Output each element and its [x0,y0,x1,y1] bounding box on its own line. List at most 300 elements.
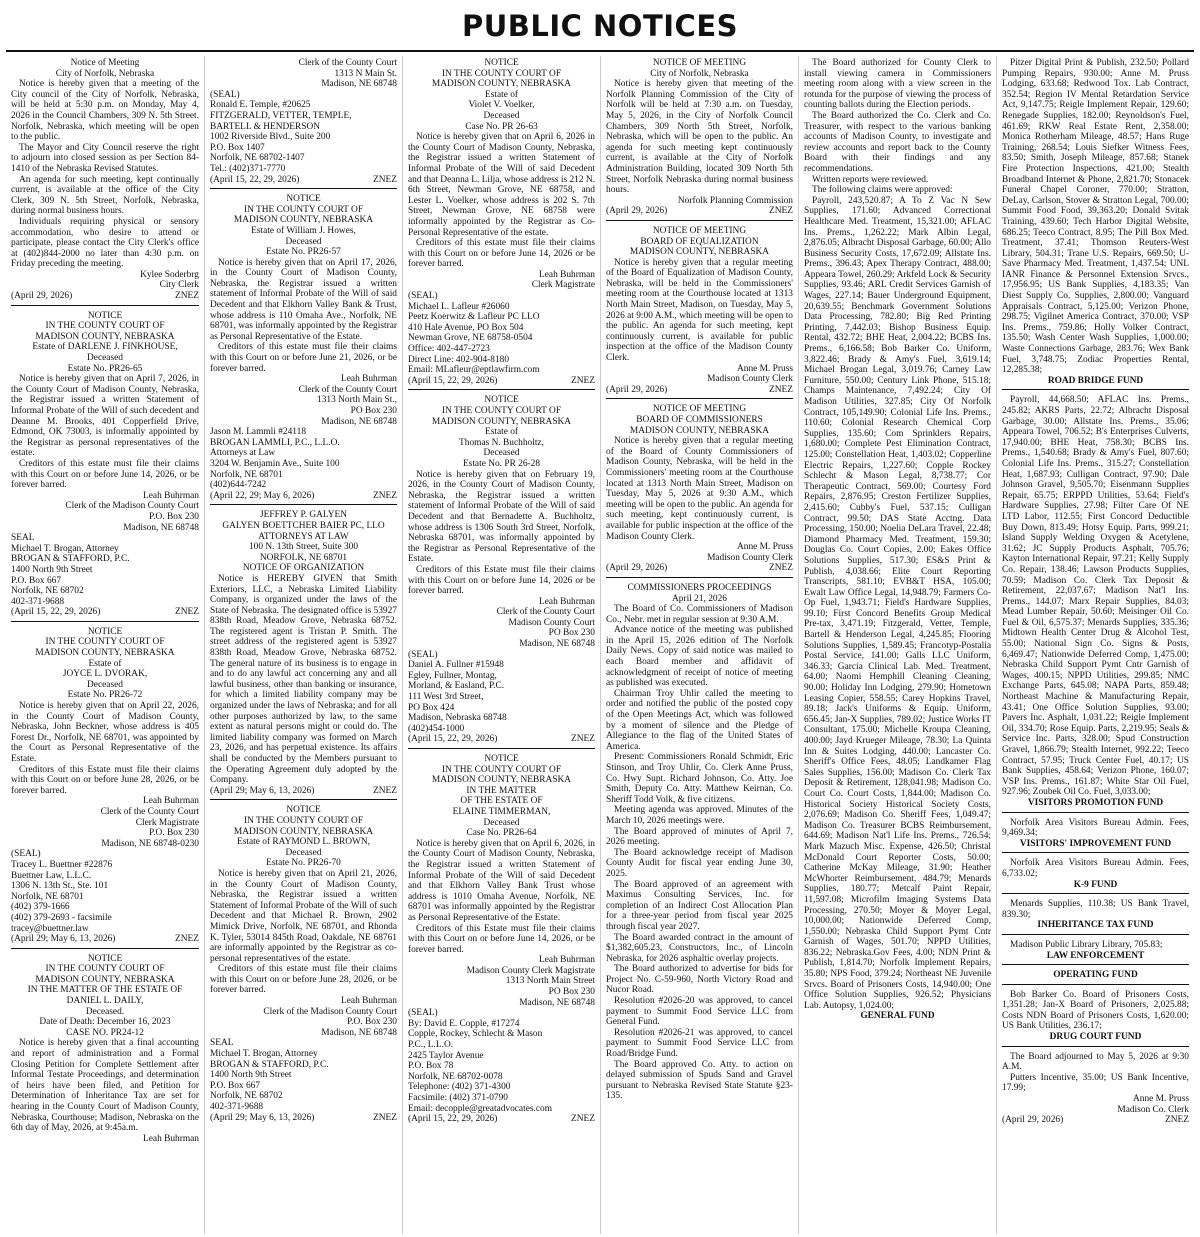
notice-heading-line: Date of Death: December 16, 2023 [39,1017,171,1028]
attorney-line: Copple, Rockey, Schlecht & Mason [408,1029,543,1040]
notice-heading-line: Notice of Meeting [70,58,140,68]
notice-heading-line: NOTICE [484,395,519,406]
attorney-line: 3204 W. Benjamin Ave., Suite 100 [210,458,340,469]
claims-list: Norfolk Area Visitors Bureau Admin. Fees, 6,733.02; [1002,858,1189,879]
column-3 [402,56,600,1234]
signature-line: Madison County Court [508,617,595,628]
attorney-line: tracey@buettner.law [11,923,89,934]
attorney-line: Norfolk, NE 68701 [210,469,283,480]
notice-block [606,56,793,221]
notice-paragraph: Notice is hereby given that on April 7, 2026, in the County Court of Madison County, Nebraska, the Registrar issued a written Statement of Informal Probate of the Will of such decedent and Deanne M. Brooks, 401 Copperfield Drive, Edmond, OK 73003, is informally appointed by the Registrar as personal representatives of the estate. [11,374,199,459]
attorney-line: (402)644-7242 [210,480,267,491]
publication-date: (April 29, 2026) [606,384,668,395]
notice-paragraph: Meeting agenda was approved. Minutes of the March 10, 2026 meetings were. [606,805,793,826]
notice-heading-line: Estate No. PR26-70 [266,858,341,869]
notice-heading-line: IN THE MATTER OF THE ESTATE OF [27,985,183,996]
notice-paragraph: The Board approved of minutes of April 7, 2026 meeting. [606,826,793,848]
notice-heading-line: NOTICE [87,310,123,321]
publication-tag: ZNEZ [175,291,199,302]
notice-block [606,581,793,1105]
attorney-line: (402) 379-2693 - facsimile [11,912,112,923]
signature-line: Anne M. Pruss [1133,1094,1189,1105]
notice-heading-line: IN THE COUNTY COURT OF [45,637,165,648]
notice-paragraph: Notice is hereby given that on April 22, 2026, in the County Court of Madison County, Nebraska, John Beckner, whose address is 405 Forest Dr., Norfolk, NE 68701, was appointed by the Court as Personal Representative of the Estate. [11,701,199,764]
signature-line: Clerk of the County Court [100,806,199,817]
notice-block [11,56,199,306]
signature-line: Clerk of the County Court [298,58,397,68]
signature-line: Madison, NE 68748 [519,639,595,650]
attorney-line: Daniel A. Fullner #15948 [408,660,504,671]
notice-heading-line: Deceased [87,353,123,364]
signature-line: Leah Buhrman [143,1133,199,1144]
signature-line: Leah Buhrman [341,996,397,1007]
fund-heading: DRUG COURT FUND [1049,1032,1142,1043]
publication-tag: ZNEZ [571,375,595,386]
notice-paragraph: Notice is hereby given that a regular meeting of the Board of County Commissioners of Madison County, Nebraska, will be held in the Commissioners' meeting room at the Courthouse located at 1313 North Main Street, Madison on Tuesday, May 5, 2026 at 9:30 A.M., which meeting will be open to the public. An agenda for such meeting, kept continuously current, is available for public inspection at the office of the Madison County Clerk. [606,436,793,542]
notice-heading-line: City of Norfolk, Nebraska [650,68,749,79]
publication-date: (April 15, 22, 29, 2026) [11,607,101,618]
publication-tag: ZNEZ [373,1112,397,1123]
notice-block [606,402,793,578]
notice-heading-line: NOTICE [286,805,321,816]
publication-date: (April 29, 2026) [606,563,668,574]
fund-heading: GENERAL FUND [860,1011,935,1022]
publication-dates [11,607,199,618]
notice-paragraph: The Board authorized the Co. Clerk and Co. Treasurer, with respect to the various banking accounts of Madison County, to investigate and review accounts and report back to the County Board with their findings and any recommendations. [804,110,991,174]
publication-tag: ZNEZ [769,384,793,395]
attorney-line: (402)454-1000 [408,723,465,734]
publication-dates [210,175,397,186]
claims-list: Bob Barker Co. Board of Prisoners Costs, 1,351.28; Jan-X Board of Prisoners, 2,025.88; Costs NDN Board of Prisoners Costs, 1,620.00; US Bank Utilities, 236.17; [1002,989,1189,1032]
notice-paragraph: Chairman Troy Uhlir called the meeting to order and notified the public of the posted copy of the Open Meetings Act, which was followed by a moment of silence and the Pledge of Allegiance to the flag of the United States of America. [606,688,793,752]
attorney-line: Email: MLafleur@eptlawfirm.com [408,365,540,376]
attorney-line: 111 West 3rd Street, [408,692,484,703]
publication-dates [11,934,199,945]
notice-heading-line: BOARD OF EQUALIZATION [640,236,759,247]
publication-date: (April 29; May 6, 13, 2026) [210,785,315,796]
attorney-line: Morland, & Easland, P.C. [408,681,505,692]
notice-block [606,224,793,400]
notice-heading-line: NOTICE OF MEETING [652,404,747,415]
claims-list: Payroll, 243,520.87; A To Z Vac N Sew Supplies, 171.60; Advanced Correctional Healthcare Med. Treatment, 15,321.00; AFLAC Ins. Prems., 1,262.22; Mark Albin Legal, 2,876.05; Albracht Disposal Garbage, 60.00; Allo Business Security Costs, 17,672.09; Allstate Ins. Prems., 396.43; Apex Therapy Contract, 488.00; Appeara Towel, 260.29; Arkfeld Lock & Security Supplies, 93.46; ARL Credit Services Garnish of Wages, 227.14; Bauer Underground Equipment, 20,639.55; Benchmark Government Solutions Data Processing, 782.80; Big Red Printing Printing, 7,442.03; Bishop Business Equip. Rental, 432.72; BHE Heat, 2,004.22; BCBS Ins. Prems., 6,166.58; Bob Barker Co. Uniform, 3,822.46; Brady & Amy's Fuel, 3,619.14; Michael Brogan Legal, 3,019.76; Carney Law Furniture, 550.00; Century Link Phone, 515.18; Champs Maintenance, 7,492.24; City Of Madison Utilities, 327.85; City Of Norfolk Contract, 105,149.90; Colonial Life Ins. Prems., 110.60; Colonial Research Chemical Corp Supplies, 135.60; Com Sprinklers Repairs, 1,680.00; Complete Pest Elimination Contract, 125.00; Constellation Heat, 1,403.02; Copperline Electric Repairs, 1,227.60; Copple Rockey Schlecht & Mason Legal, 8,738.77; Cor Therapeutic Contract, 569.00; Courtesy Ford Repairs, 2,876.95; Creston Fertilizer Supplies, 2,415.60; Cubby's Fuel, 537.15; Culligan Contract, 99.50; DAS State Acctng. Data Processing, 150.00; Noelia DeLara Travel, 22.48; Diamond Pharmacy Med. Treatment, 159.30; Douglas Co. Court Copies, 2.00; Eakes Office Solutions Supplies, 517.30; ES&S Print & Publish, 4,038.66; Elite Court Reporting Transcripts, 581.10; EVB&T HSA, 105.00; Ewalt Law Office Legal, 14,948.79; Farmers Co-Op Fuel, 1,943.71; Field's Hardware Supplies, 99.10; First Concord Benefits Group Medical Pre-tax, 3,471.19; Fitzgerald, Vetter, Temple, Bartell & Henderson Legal, 4,245.85; Flooring Solutions Supplies, 1,589.45; Francotyp-Postalia Postal Service, 141.00; Galls LLC Uniform, 346.33; Garcia Clinical Lab. Med. Treatment, 64.00; Naomi Hemphill Cleaning Cleaning, 90.00; Holiday Inn Lodging, 279.90; Hometown Leasing Copier, 558.55; Carey Hopkins Travel, 89.18; Jack's Uniforms & Equip. Uniform, 656.45; Jan-X Supplies, 789.02; Justice Works IT Consultant, 175.00; Michelle Kroupa Cleaning, 400.00; Jayd Krueger Mileage, 78.30; La Quinta Inn & Suites Lodging, 440.00; Lancaster Co. Sheriff's Office Fees, 48.05; Landkamer Flag Sales Supplies, 156.00; Madison Co. Clerk Tax Deposit & Retirement, 128,041.98; Madison Co. Court Co. Court Costs, 1,844.00; Madison Co. Historical Society Historical Society Costs, 2,076.69; Madison Co. Sheriff Fees, 1,049.47; Madison Co. Treasurer BCBS Reimbursement, 644.69; Madison Nat'l Life Ins. Prems., 726.54; Mark Mazuch Misc. Expense, 426.50; Christal McDonald Court Reporter Costs, 50.00; Catherine McKay Mileage, 31.90; Heather McWhorter Reimbursement, 484.79; Menards Supplies, 180.77; Metcalf Paint Repair, 11,597.08; Microfilm Imaging Systems Data Processing, 270.50; Moyer & Moyer Legal, 10,000.00; Nationwide Deferred Comp, 1,550.00; Nebraska Child Support Pymt Cntr Garnish of Wages, 501.70; NPPD Utilities, 836.22; Nebraska.Gov Fees, 4.00; NDN Print & Publish, 1,814.70; Norfolk Implement Repairs, 35.80; NPS Food, 379.24; Northeast NE Juvenile Srvcs. Board of Prisoners Costs, 14,940.00; One Office Solution Supplies, 926.52; Physicians Lab. Autopsy, 1,024.00; [804,195,991,1011]
notice-paragraph: Individuals requiring physical or sensory accommodation, who desire to attend or participate, please contact the City Clerk's office at (402)844-2000 no later than 4:30 p.m. on Friday preceding the meeting. [11,216,199,270]
signature-line: Anne M. Pruss [737,363,793,374]
attorney-line: Michael L. Lafleur #26060 [408,301,510,312]
publication-tag: ZNEZ [373,490,397,501]
notice-heading-line: MADISON COUNTY, NEBRASKA [431,416,572,427]
notice-paragraph: Written reports were reviewed. [812,174,929,185]
publication-date: (April 15, 22, 29, 2026) [408,1114,498,1125]
signature-line: Madison, NE 68748 [321,1027,397,1038]
attorney-line: P.C., L.L.O. [408,1040,454,1051]
attorney-line: Facsimile: (402) 371-0790 [408,1093,508,1103]
notice-block [1002,1050,1189,1129]
signature-line: Leah Buhrman [143,490,199,501]
publication-tag: ZNEZ [175,607,199,618]
attorney-line: Egley, Fullner, Montag, [408,670,497,681]
notice-block [1002,393,1189,812]
signature-line: P.O. Box 230 [148,511,199,522]
notice-heading-line: MADISON COUNTY, NEBRASKA [629,247,770,258]
notice-block [210,508,397,800]
notice-heading-line: NOTICE [484,58,519,68]
notice-paragraph: The following claims were approved: [812,185,953,196]
notice-heading-line: Estate of [88,658,122,669]
notice-heading-line: MADISON COUNTY, NEBRASKA [35,974,175,985]
signature-line: City Clerk [159,280,199,291]
column-1 [6,56,204,1234]
claims-list: Pitzer Digital Print & Publish, 232.50; Pollard Pumping Repairs, 930.00; Anne M. Pruss Lodging, 633.68; Redwood Tox. Lab Contract, 352.54; Region IV Mental Retardation Service Act, 9,147.75; Reigle Implement Repair, 129.60; Renegade Supplies, 182.00; Reynoldson's Fuel, 461.69; RKW Real Estate Rent, 2,358.00; Monica Rotherham Mileage, 48.57; Hans Ruge Training, 268.54; Louis Siefker Witness Fees, 83.50; Smith, Joseph Mileage, 857.68; Stanek Fire Protection Inspections, 421.00; Stealth Broadband Internet & Phone, 2,821.70; Stonacek Funeral Chapel Coroner, 770.00; Stratton, DeLay, Carlson, Stover & Stratton Legal, 700.00; Summit Food Food, 39,363.20; Donald Svitak Training, 439.60; Tech Harbor Digital Website, 686.25; Teeco Contract, 8.95; The Pill Box Med. Treatment, 37.41; Thomson Reuters-West Library, 504.31; Trane U.S. Repairs, 669.50; U-Save Pharmacy Med. Treatment, 1,437.54; UNL IANR Finance & Personnel Extension Srvcs., 17,956.95; US Bank Supplies, 4,183.35; Van Diest Supply Co. Supplies, 2,800.00; Vanguard Appraisals Contract, 5,125.00; Verizon Phone, 298.75; Vigilnet America Contract, 370.00; VSP Ins. Prems., 759.86; Holly Volker Contract, 135.50; Wash Center Wash Supplies, 1,000.00; Waste Connections Garbage, 283.76; Wex Bank Fuel, 3,748.75; Zodiac Properties Rental, 12,285.38; [1002,58,1189,376]
notice-heading-line: NOTICE [87,626,123,637]
signature-line: Clerk of the Madison County Court [263,1006,397,1017]
publication-dates [11,291,199,302]
fund-heading: OPERATING FUND [1053,970,1138,981]
notice-paragraph: The Board authorized to advertise for bids for Project No. C-59-960, North Victory Road and Nucor Road. [606,964,793,996]
notice-heading-line: Estate No. PR 26-28 [462,458,541,469]
signature-line: Norfolk Planning Commission [677,195,793,206]
notice-heading-line: Deceased [483,817,520,828]
notice-paragraph: The Board approved Co. Atty. to action on delayed submission of Spuds Sand and Gravel pursuant to Nebraska Revised State Statute §23-135. [606,1059,793,1102]
signature-line: Clerk of the Madison County Court [65,501,199,512]
notice-heading-line: Deceased [285,236,322,247]
publication-date: (April 15, 22, 29, 2026) [408,375,498,386]
notice-heading-line: NOTICE OF ORGANIZATION [242,563,365,574]
attorney-line: Buettner Law, L.L.C. [11,870,92,881]
notice-paragraph: Creditors of this estate must file their claims with this Court on or before June 14, 2026, or be forever barred. [11,458,199,491]
notice-block [804,56,991,1025]
publication-dates [606,385,793,396]
fund-heading: VISITORS' IMPROVEMENT FUND [1019,838,1172,849]
attorney-line: 410 Hale Avenue, PO Box 504 [408,322,524,333]
signature-line: Madison, NE 68748-0230 [101,838,199,849]
publication-date: (April 22, 29; May 6, 2026) [210,490,315,501]
publication-date: (April 29, 2026) [1002,1115,1064,1126]
notice-heading-line: Estate No. PR26-72 [67,690,143,701]
attorney-line: SEAL [11,533,35,544]
attorney-line: (SEAL) [408,291,438,302]
notice-block [408,393,595,749]
notice-block [210,803,397,1126]
notice-heading-line: JEFFREY P. GALYEN [259,510,347,521]
fund-heading: K-9 FUND [1073,879,1118,890]
notice-heading-line: MADISON COUNTY, NEBRASKA [233,826,374,837]
attorney-line: (SEAL) [408,1008,438,1019]
attorney-line: Telephone: (402) 371-4300 [408,1082,511,1093]
publication-dates [210,1113,397,1124]
notice-heading-line: GALYEN BOETTCHER BAIER PC, LLO [222,520,385,531]
publication-dates [210,786,397,797]
attorney-line: SEAL [210,1038,234,1049]
column-5 [798,56,996,1234]
notice-heading-line: ATTORNEYS AT LAW [258,531,349,542]
notice-paragraph: Notice is hereby given that on April 6, 2026, in the County Court of Madison County, Nebraska, the Registrar issued a written Statement of Informal Probate of the Will of said Decedent and that Elkhorn Valley Bank Trust whose address is 1010 Omaha Avenue, Norfolk, NE 68701 was informally appointed by the Registrar as Personal Representative of the Estate. [408,838,595,923]
notice-paragraph: The Mayor and City Council reserve the right to adjourn into closed session as per Section 84-1410 of the Nebraska Revised Statutes. [11,142,199,174]
claims-list: Payroll, 44,668.50; AFLAC Ins. Prems., 245.82; AKRS Parts, 22.72; Albracht Disposal Garbage, 30.00; Allstate Ins. Prems., 35.06; Appeara Towel, 706.52; B's Enterprises Culverts, 17,940.00; BHE Heat, 758.30; BCBS Ins. Prems., 1,540.68; Brady & Amy's Fuel, 807.60; Colonial Life Ins. Prems., 315.27; Constellation Heat, 1,687.93; Culligan Contract, 97.90; Dale Johnson Gravel, 9,505.70; Eisenmann Supplies Repair, 65.75; ERPPD Utilities, 53.64; Field's Hardware Supplies, 27.98; Filter Care Of NE LTD Labor, 112.55; First Concord Deductible Buy Down, 813.49; Hotsy Equip. Parts, 999.21; Island Supply Welding Oxygen & Acetylene, 31.62; JC Supply Products Asphalt, 705.76; Kayton International Repair, 97.21; Kelly Supply Co. Repair, 138.46; Lawson Products Supplies, 70.59; Madison Co. Clerk Tax Deposit & Retirement, 22,037.67; Madison Nat'l Ins. Prems., 144.07; Marx Repair Supplies, 84.03; Mead Lumber Repair, 50.60; Meisinger Oil Co. Fuel & Oil, 6,575.37; Menards Supplies, 335.36; Midtown Health Center Drug & Alcohol Test, 55.00; National Sign Co. Signs & Posts, 6,469.47; Nationwide Deferred Comp, 1,475.00; Nebraska Child Support Pymt Cntr Garnish of Wages, 400.15; NPPD Utilities, 299.85; NMC Exchange Parts, 645.08; NAPA Parts, 859.48; Northeast Machine & Manufacturing Repair, 43.41; One Office Solution Supplies, 93.00; Pavers Inc. Asphalt, 1,031.22; Reigle Implement Oil, 334.70; Rose Equip. Parts, 2,219.95; Seals & Service Inc. Parts, 328.00; Spud Construction Gravel, 1,866.79; Stealth Internet, 992.22; Teeco Contract, 57.95; Truck Center Fuel, 40.17; US Bank Supplies, 458.64; Verizon Phone, 160.07; VSP Ins. Prems., 161.87; White Star Oil Fuel, 927.96; Zoubek Oil Co. Fuel, 3,033.00; [1002,395,1189,798]
publication-dates [210,491,397,502]
signature-line: Leah Buhrman [539,955,595,966]
notice-paragraph: Creditors of this estate must file their claims with this Court on or before June 21, 2026, or be forever barred. [210,342,397,374]
publication-date: (April 15, 22, 29, 2026) [408,734,498,745]
fund-heading: ROAD BRIDGE FUND [1047,375,1144,386]
attorney-line: 1400 North 9th Street [11,564,93,575]
notice-paragraph: The Board authorized for County Clerk to install viewing camera in Commissioners meeting room along with a view screen in the rotunda for the purpose of viewing the process of counting ballots during the Election periods. [804,58,991,111]
notice-block [408,56,595,390]
attorney-line: Tel.: (402)371-7770 [210,163,286,174]
notice-block [11,625,199,949]
notice-block [1002,897,1189,935]
attorney-line: Peetz Koerwitz & Lafleur PC LLO [408,312,540,323]
signature-line: Leah Buhrman [539,269,595,280]
notice-block [210,192,397,505]
notice-paragraph: Notice is hereby given that a final accounting and report of administration and a Formal Closing Petition for Complete Settlement after Informal Testate Proceedings, and determination of heirs have been filed, and Petition for Determination of Inheritance Tax are set for hearing in the County Court of Madison County, Nebraska, Courthouse; Madison, Nebraska on the 6th day of May, 2026, at 9:45a.m. [11,1038,199,1134]
signature-line: PO Box 230 [350,406,397,416]
publication-date: (April 29, 2026) [11,291,73,302]
notice-heading-line: NOTICE [87,953,123,964]
signature-line: Clerk of the County Court [298,384,397,395]
attorney-line: FITZGERALD, VETTER, TEMPLE, [210,110,352,121]
attorney-line: (402) 379-1666 [11,902,70,913]
publication-tag: ZNEZ [571,1114,595,1125]
attorney-line: BARTELL & HENDERSON [210,121,321,132]
publication-dates [408,734,595,745]
notice-heading-line: NOTICE [484,754,519,764]
notice-heading-line: April 21, 2026 [672,593,727,604]
notice-heading-line: MADISON COUNTY, NEBRASKA [35,648,175,659]
publication-tag: ZNEZ [769,206,793,217]
signature-line: Leah Buhrman [143,796,199,807]
notice-heading-line: IN THE MATTER [466,785,537,796]
signature-line: 1313 North Main Street [505,976,595,987]
notice-paragraph: Creditors of this estate must file their claims with this Court on or before June 28, 2026, or be forever barred. [210,964,397,996]
notice-heading-line: ELAINE TIMMERMAN, [452,806,551,817]
publication-dates [408,376,595,387]
publication-tag: ZNEZ [1165,1115,1189,1126]
attorney-line: Norfolk, NE 68701 [11,891,84,902]
signature-line: Anne M. Pruss [737,542,793,553]
attorney-line: (SEAL) [210,89,240,100]
notice-heading-line: CASE NO. PR24-12 [66,1027,144,1038]
signature-line: Leah Buhrman [539,596,595,607]
notice-paragraph: Notice is hereby given that meeting of the Norfolk Planning Commission of the City of Norfolk will be held at 7:30 a.m. on Tuesday, May 5, 2026, in the City of Norfolk Council Chambers, 309 North 5th Street, Norfolk, Nebraska, which will be open to the public. An agenda for such meeting kept continuously current, is available at the City of Norfolk Administration Building, located 309 North 5th Street, Norfolk Nebraska during normal business hours. [606,79,793,196]
attorney-line: PO Box 424 [408,702,455,713]
attorney-line: Newman Grove, NE 68758-0504 [408,333,533,344]
notice-block [408,752,595,1128]
notice-paragraph: Notice is HEREBY GIVEN that Smith Exteriors, LLC, a Nebraska Limited Liability Company, is organized under the laws of the State of Nebraska. The designated office is 53927 838th Road, Meadow Grove, Nebraska 68752. The registered agent is Tristan P. Smith. The street address of the registered agent is 53927 838th Road, Meadow Grove, Nebraska 68752. The general nature of its business is to engage in and to do any lawful act concerning any and all lawful business, other than banking or insurance, for which a limited liability company may be organized under the laws of Nebraska; and for all other purposes authorized by law, to the same extent as natural persons might or could do. The limited liability company was formed on March 23, 2026, and has perpetual existence. Its affairs shall be conducted by the Members pursuant to the Operating Agreement duly adopted by the Company. [210,573,397,786]
notice-heading-line: BOARD OF COMMISSIONERS [636,415,763,425]
attorney-line: Norfolk, NE 68702 [210,1091,283,1102]
publication-tag: ZNEZ [373,174,397,185]
signature-line: Madison County Clerk [707,552,793,563]
publication-tag: ZNEZ [571,734,595,745]
notice-heading-line: IN THE COUNTY COURT OF [243,815,364,826]
signature-line: Madison, NE 68748 [321,416,397,427]
notice-heading-line: Estate of RAYMOND L. BROWN, [237,837,370,848]
notice-block [1002,56,1189,390]
notice-heading-line: NOTICE OF MEETING [652,58,747,68]
attorney-line: 1306 N. 13th St., Ste. 101 [11,881,109,892]
notice-heading-line: Deceased [483,110,520,121]
attorney-line: Michael T. Brogan, Attorney [210,1049,318,1060]
publication-date: (April 15, 22, 29, 2026) [210,174,300,185]
notice-paragraph: Notice is hereby given that on April 21, 2026, in the County Court of Madison County, Nebraska, the Registrar issued a written Statement of Informal Probate of the Will of such Decedent and that Michael R. Brown, 2902 Mimick Drive, Norfolk, NE 68701, and Rhonda K. Tyler, 53014 845th Road, Oakdale, NE 68761 are informally appointed by the Registrar as co-personal representatives of the estate. [210,868,397,964]
attorney-line: Norfolk, NE 68702 [11,586,84,597]
signature-line: Kylee Soderbrg [140,269,199,280]
claims-list: Madison Public Library Library, 705.83; [1010,939,1163,950]
notice-paragraph: Notice is hereby given that on April 17, 2026, in the County Court of Madison County, Nebraska, the Registrar issued a written statement of Informal Probate of the Will of said Decedent and that Elkhorn Valley Bank & Trust, whose address is 110 Omaha Ave., Norfolk, NE 68701, was informally appointed by the Registrar as Personal Representative of the Estate. [210,257,397,342]
notice-heading-line: DANIEL L. DAILY, [66,996,144,1007]
notice-paragraph: An agenda for such meeting, kept continually current, is available at the office of the City Clerk, 309 N. 5th Street, Norfolk, Nebraska, during normal business hours. [11,174,199,217]
notice-paragraph: Resolution #2026-21 was approved, to cancel payment to Summit Food Service LLC from Road/Bridge Fund. [606,1027,793,1060]
fund-heading: VISITORS PROMOTION FUND [1027,797,1164,808]
attorney-line: P.O. Box 78 [408,1061,454,1072]
notice-heading-line: Case No. PR 26-63 [465,121,538,132]
attorney-line: Michael T. Brogan, Attorney [11,543,119,554]
signature-line: PO Box 230 [548,628,595,639]
notice-block [1002,856,1189,894]
publication-date: (April 29; May 6, 13, 2026) [11,934,116,945]
notice-block [1002,816,1189,854]
notice-paragraph: The Board awarded contract in the amount of $1,382,605.23, Constructors, Inc., of Lincoln Nebraska, for 2026 asphaltic overlay projects. [606,932,793,964]
notice-block [1002,968,1189,985]
notice-heading-line: JOYCE L. DVORAK, [62,669,148,680]
notice-heading-line: MADISON COUNTY, NEBRASKA [431,775,572,786]
notice-paragraph: Resolution #2026-20 was approved, to cancel payment to Summit Food Service LLC from General Fund. [606,996,793,1028]
notice-heading-line: IN THE COUNTY COURT OF [441,406,562,416]
fund-heading: INHERITANCE TAX FUND [1037,920,1154,931]
attorney-line: (SEAL) [408,649,438,660]
claims-list: Menards Supplies, 110.38; US Bank Travel, 839.30; [1002,899,1189,920]
notice-paragraph: Present: Commissioners Ronald Schmidt, Eric Stinson, and Troy Uhlir, Co. Clerk Anne Pruss, Co. Hwy Supt. Richard Johnson, Co. Atty. Joe Smith, Deputy Co. Atty. Matthew Keirnan, Co. Sheriff Todd Volk, & five citizens. [606,752,793,805]
attorney-line: BROGAN & STAFFORD, P.C. [210,1059,329,1070]
notice-heading-line: NOTICE OF MEETING [652,225,747,236]
attorney-line: Jason M. Lammli #24118 [210,427,307,438]
publication-dates [1002,1115,1189,1126]
notice-heading-line: OF THE ESTATE OF [460,796,543,807]
notice-heading-line: COMMISSIONERS PROCEEDINGS [627,582,772,593]
attorney-line: P.O. Box 667 [11,575,62,586]
attorney-line: Email: decopple@greatadvocates.com [408,1103,552,1114]
notice-heading-line: Case No. PR26-64 [466,828,537,839]
notice-paragraph: Advance notice of the meeting was published in the April 15, 2026 edition of The Norfolk Daily News. Copy of said notice was mailed to each Board member and affidavit of acknowledgment of receipt of notice of meeting as published was executed. [606,625,793,689]
publication-dates [606,563,793,574]
publication-dates [408,1114,595,1125]
notice-block [1002,938,1189,965]
signature-line: Clerk Magistrate [135,817,199,828]
notice-heading-line: Deceased [483,448,520,459]
attorney-line: Direct Line: 402-904-8180 [408,354,510,365]
notice-heading-line: IN THE COUNTY COURT OF [441,764,562,775]
notice-block [11,309,199,622]
notice-paragraph: The Board adjourned to May 5, 2026 at 9:30 A.M. [1002,1051,1189,1073]
notice-paragraph: Notice is hereby given that on February 19, 2026, in the County Court of Madison County, Nebraska, the Registrar issued a written statement of Informal Probate of the Will of said Decedent and that Bernadette A. Buchholtz, whose address is 1306 South 3rd Street, Norfolk, Nebraska 68701, was informally appointed by the Registrar as Personal Representative of the Estate. [408,469,595,565]
notice-paragraph: The Board acknowledge receipt of Madison County Audit for fiscal year ending June 30, 2025. [606,847,793,879]
notice-paragraph: Creditors of this Estate must file their claims with this Court on or before June 14, 2026 or be forever barred. [408,564,595,597]
notice-heading-line: NOTICE [286,194,321,205]
notice-heading-line: Violet V. Voelker, [468,100,535,111]
notice-heading-line: MADISON COUNTY, NEBRASKA [431,79,572,90]
notice-heading-line: Deceased [87,679,123,690]
signature-line: Clerk of the County Court [496,607,595,618]
notice-heading-line: Deceased. [85,1006,125,1017]
notice-heading-line: Deceased [285,847,322,858]
signature-line: Madison County Clerk [707,374,793,385]
notice-heading-line: IN THE COUNTY COURT OF [45,321,165,332]
attorney-line: 1002 Riverside Blvd., Suite 200 [210,132,331,143]
publication-tag: ZNEZ [769,563,793,574]
attorney-line: 402-371-9688 [11,596,65,607]
attorney-line: 402-371-9688 [210,1102,264,1112]
notice-heading-line: IN THE COUNTY COURT OF [441,68,562,79]
notice-paragraph: The Board approved of an agreement with Maximus Consulting Services, Inc. for completion of an Indirect Cost Allocation Plan for a three-year period from fiscal year 2025 through fiscal year 2027. [606,879,793,932]
notice-heading-line: Estate of William J. Howes, [251,225,356,236]
notice-block [210,56,397,189]
attorney-line: 2425 Taylor Avenue [408,1050,484,1061]
attorney-line: 1400 North 9th Street [210,1070,292,1081]
notice-paragraph: Notice is hereby given that a meeting of the City council of the City of Norfolk, Nebraska, will be held at 5:30 p.m. on Monday, May 4, 2026 in the Council Chambers, 309 N. 5th Street. Norfolk, Nebraska, which meeting will be open to the public. [11,79,199,143]
notice-heading-line: City of Norfolk, Nebraska [55,68,155,79]
notice-heading-line: NORFOLK, NE 68701 [259,552,348,563]
signature-line: PO Box 230 [548,987,595,998]
notice-heading-line: MADISON COUNTY, NEBRASKA [233,215,374,226]
attorney-line: By: David E. Copple, #17274 [408,1018,520,1029]
notice-paragraph: Notice is hereby given that a regular meeting of the Board of Equalization of Madison County, Nebraska, will be held in the Commissioners' meeting room at the Courthouse located at 1313 North Main Street, Madison, on Tuesday, May 5, 2026 at 9:00 A.M., which meeting will be open to the public. An agenda for such meeting, kept continuously current, is available for public inspection at the office of the Madison County Clerk. [606,257,793,364]
publication-date: (April 29; May 6, 13, 2026) [210,1112,315,1123]
signature-line: Madison, NE 68748 [321,79,397,90]
notice-heading-line: Estate of DARLENE J. FINKHOUSE, [32,342,178,353]
notice-paragraph: Creditors of this Estate must file their claims with this Court on or before June 14, 2026, or be forever barred. [408,923,595,955]
masthead [6,6,1194,52]
notice-columns [6,56,1194,1234]
attorney-line: BROGAN LAMMLI, P.C., L.L.O. [210,437,340,448]
notice-paragraph: The Board of Co. Commissioners of Madison Co., Nebr. met in regular session at 9:30 A.M. [606,604,793,625]
publication-date: (April 29, 2026) [606,206,668,217]
attorney-line: P.O. Box 667 [210,1080,261,1091]
notice-block [1002,988,1189,1047]
notice-paragraph: Notice is hereby given that on April 6, 2026 in the County Court of Madison County, Nebraska, the Registrar issued a written Statement of Informal Probate of the Will of said Decedent and that Deanna L. Lilja, whose address is 212 N. 6th Street, Newman Grove, NE 68758, and Lester L. Voelker, whose address is 202 S. 7th Street, Newman Grove, NE 68758 were informally appointed by the Registrar as Co-Personal Representative of the estate. [408,132,595,238]
signature-line: Madison, NE 68748 [519,997,595,1008]
notice-heading-line: 100 N. 13th Street, Suite 300 [248,542,359,553]
column-4 [600,56,798,1234]
notice-block [11,952,199,1148]
column-6 [996,56,1194,1234]
attorney-line: Office: 402-447-2723 [408,344,490,355]
signature-line: P.O. Box 230 [148,828,199,839]
signature-line: 1313 N Main St. [334,68,397,79]
page-title: PUBLIC NOTICES [461,9,739,43]
attorney-line: Tracey L. Buettner #22876 [11,859,113,870]
signature-line: Madison County Clerk Magistrate [466,965,595,976]
notice-paragraph: Creditors of this Estate must file their claims with this Court on or before June 28, 2026, or be forever barred. [11,764,199,796]
publication-tag: ZNEZ [373,785,397,796]
notice-heading-line: Estate of [484,89,519,100]
publication-dates [606,206,793,217]
attorney-line: BROGAN & STAFFORD, P.C. [11,554,130,565]
notice-paragraph: Creditors of this estate must file their claims with this Court on or before June 14, 2026 or be forever barred. [408,238,595,270]
notice-heading-line: Thomas N. Buchholtz, [459,437,544,448]
signature-line: Leah Buhrman [341,374,397,385]
notice-heading-line: MADISON COUNTY, NEBRASKA [629,425,770,436]
attorney-line: Madison, Nebraska 68748 [408,713,507,724]
signature-line: 1313 North Main St., [317,395,397,406]
notice-heading-line: IN THE COUNTY COURT OF [243,204,364,215]
signature-line: P.O. Box 230 [346,1017,397,1028]
attorney-line: Norfolk, NE 68702-0078 [408,1071,503,1082]
signature-line: Madison, NE 68748 [123,522,199,533]
notice-heading-line: Estate No. PR26-57 [266,247,341,258]
attorney-line: Attorneys at Law [210,448,276,459]
signature-line: Madison Co. Clerk [1117,1104,1189,1115]
column-2 [204,56,402,1234]
